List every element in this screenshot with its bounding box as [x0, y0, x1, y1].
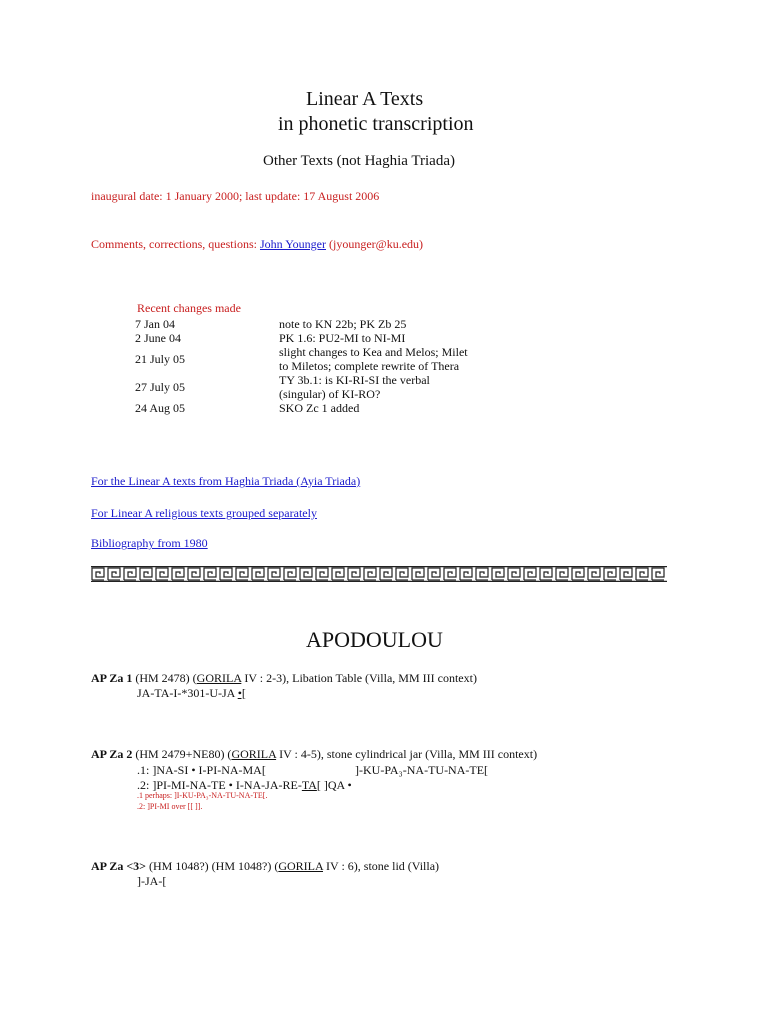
entry-ref: (HM 1048?) (HM 1048?) ( [146, 859, 279, 873]
table-row [133, 317, 470, 331]
change-note [277, 373, 470, 401]
change-note-line1: TY 3b.1: is KI-RI-SI the verbal [279, 373, 430, 387]
footnote: .2: ]PI-MI over [[ ]]. [137, 802, 203, 811]
change-date: 21 July 05 [135, 352, 186, 366]
author-link[interactable]: John Younger [259, 237, 326, 251]
transcription-underlined: •[ [237, 686, 246, 700]
changes-heading: Recent changes made [137, 301, 241, 315]
table-row [133, 345, 470, 373]
haghia-triada-link[interactable]: For the Linear A texts from Haghia Triada (Ayia Triada) [91, 474, 361, 488]
religious-texts-link[interactable]: For Linear A religious texts grouped separately [91, 506, 317, 520]
gorila-ref: GORILA [278, 859, 323, 873]
entry-header [91, 671, 477, 686]
page-title-line2: in phonetic transcription [278, 113, 474, 135]
entry-id: AP Za <3> [91, 859, 147, 873]
table-row [133, 401, 470, 415]
greek-key-border [91, 566, 667, 582]
transcription-line [137, 686, 246, 701]
change-note: PK 1.6: PU2-MI to NI-MI [279, 331, 406, 345]
change-note-line1: slight changes to Kea and Melos; Milet [279, 345, 468, 359]
transcription-line-1a: .1: ]NA-SI • I-PI-NA-MA[ [137, 763, 266, 777]
page-title: Linear A Texts [306, 88, 424, 110]
change-date: 7 Jan 04 [135, 317, 175, 331]
entry-desc: IV : 2-3), Libation Table (Villa, MM III context) [241, 671, 477, 685]
entry-id: AP Za 1 [91, 671, 133, 685]
transcription-underlined: TA [301, 778, 317, 792]
page-subtitle: Other Texts (not Haghia Triada) [263, 153, 455, 169]
entry-desc: IV : 4-5), stone cylindrical jar (Villa, MM III context) [276, 747, 538, 761]
gorila-ref: GORILA [231, 747, 277, 761]
bibliography-link[interactable]: Bibliography from 1980 [91, 536, 208, 550]
change-note [277, 345, 470, 373]
change-date: 2 June 04 [135, 331, 181, 345]
email-text: (jyounger@ku.edu) [326, 237, 424, 251]
entry-id: AP Za 2 [91, 747, 133, 761]
table-row [133, 373, 470, 401]
entry-ref: (HM 2478) ( [132, 671, 197, 685]
comments-line [91, 237, 423, 252]
change-note: note to KN 22b; PK Zb 25 [279, 317, 407, 331]
change-date: 24 Aug 05 [135, 401, 186, 415]
entry-desc: IV : 6), stone lid (Villa) [323, 859, 440, 873]
table-row [133, 331, 470, 345]
comments-prefix: Comments, corrections, questions: [91, 237, 260, 251]
entry-header [91, 859, 439, 874]
change-note-line2: (singular) of KI-RO? [279, 387, 381, 401]
transcription-text-end: [ ]QA • [316, 778, 352, 792]
change-date: 27 July 05 [135, 380, 186, 394]
transcription-line: ]-JA-[ [137, 874, 167, 888]
section-title: APODOULOU [306, 627, 443, 652]
transcription-text: JA-TA-I-*301-U-JA [137, 686, 238, 700]
entry-ref: (HM 2479+NE80) ( [132, 747, 232, 761]
date-info: inaugural date: 1 January 2000; last update: 17 August 2006 [91, 189, 380, 203]
change-note-line2: to Miletos; complete rewrite of Thera [279, 359, 460, 373]
changes-table [133, 301, 470, 415]
transcription-text: .2: ]PI-MI-NA-TE • I-NA-JA-RE- [137, 778, 302, 792]
gorila-ref: GORILA [196, 671, 242, 685]
footnote: .1 perhaps: ]I-KU-PA₃-NA-TU-NA-TE[. [137, 791, 268, 800]
transcription-line-1b: ]-KU-PA₃-NA-TU-NA-TE[ [355, 763, 489, 777]
entry-header [91, 747, 537, 762]
change-note: SKO Zc 1 added [279, 401, 360, 415]
